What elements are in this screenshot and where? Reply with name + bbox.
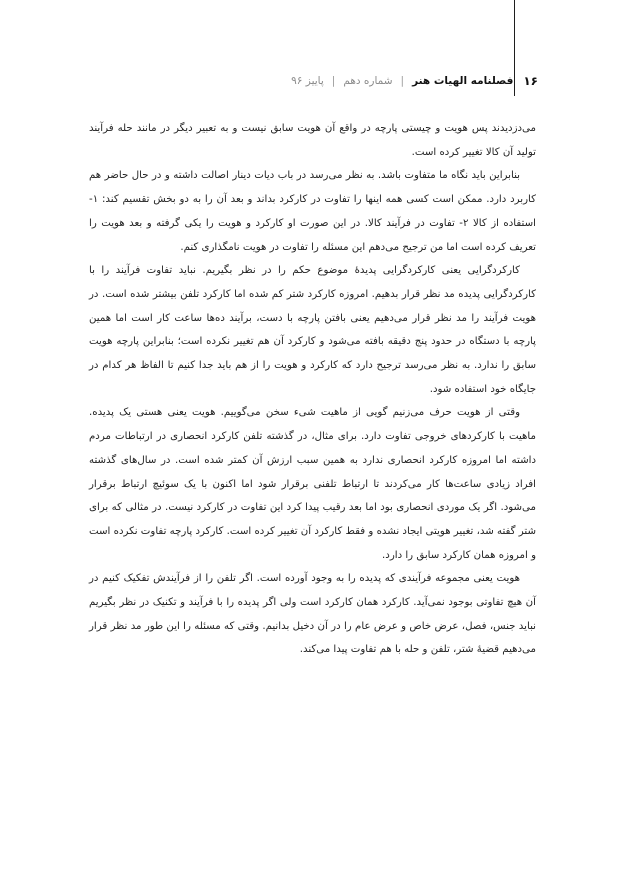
header-separator: |: [331, 75, 336, 87]
issue-season: پاییز ۹۶: [291, 75, 324, 87]
paragraph: کارکردگرایی یعنی کارکردگرایی پدیدهٔ موضوع حکم را در نظر بگیریم. نباید تفاوت فرآیند را با کارکردگرایی پدیده مد نظر قرار بدهیم. امروزه کارکرد شتر کم شده اما کارکرد تلفن بیشتر شده است. در هویت فرآیند را مد نظر قرار می‌دهیم یعنی بافتن پارچه با دست، برآیند ده‌ها ساعت کار است اما همین پارچه با دستگاه در حدود پنج دقیقه بافته می‌شود و کارکرد آن هم تغییر نکرده است؛ بنابراین پارچه هویت سابق را ندارد. به نظر می‌رسد ترجیح دارد که کارکرد و هویت را از هم باید جدا کنیم تا الفاظ هر کدام در جایگاه خود استفاده شود.: [89, 265, 536, 395]
paragraph-continuation: می‌دزدیدند پس هویت و چیستی پارچه در واقع آن هویت سابق نیست و به تعبیر دیگر در مانند حله فرآیند تولید آن کالا تغییر کرده است.: [89, 123, 536, 158]
journal-title: فصلنامه الهیات هنر: [412, 75, 514, 87]
header-separator: |: [400, 75, 405, 87]
running-header: [288, 70, 538, 92]
article-body: [89, 117, 536, 662]
paragraph: هویت یعنی مجموعه فرآیندی که پدیده را به وجود آورده است. اگر تلفن را از فرآیندش تفکیک کنیم در آن هیچ تفاوتی بوجود نمی‌آید. کارکرد همان کارکرد است ولی اگر پدیده را با فرآیند و تکنیک در نظر بگیریم نباید جنس، فصل، عرض خاص و عرض عام را در آن دخیل بدانیم. وقتی که مسئله را این طور مد نظر قرار می‌دهیم قضیهٔ شتر، تلفن و حله با هم تفاوت پیدا می‌کند.: [89, 573, 536, 656]
paragraph: بنابراین باید نگاه ما متفاوت باشد. به نظر می‌رسد در باب دیات دینار اصالت داشته و در حال حاضر هم کاربرد دارد. ممکن است کسی همه اینها را تفاوت در کارکرد بداند و بعد آن را به دو بخش تقسیم کند: ۱- استفاده از کالا ۲- تفاوت در فرآیند کالا. در این صورت او کارکرد و هویت را یکی گرفته و بعد هویت را تعریف کرده است اما من ترجیح می‌دهم این مسئله را تفاوت در هویت نامگذاری کنم.: [89, 170, 536, 253]
paragraph: وقتی از هویت حرف می‌زنیم گویی از ماهیت شیء سخن می‌گوییم. هویت یعنی هستی یک پدیده. ماهیت با کارکردهای خروجی تفاوت دارد. برای مثال، در گذشته تلفن کارکرد انحصاری در ارتباطات مردم داشته اما امروزه کارکرد انحصاری ندارد به همین سبب ارزش آن کمتر شده است. در سال‌های گذشته افراد زیادی ساعت‌ها کار می‌کردند تا ارتباط تلفنی برقرار شود اما اکنون با یک سوئیچ ارتباط برقرار می‌شود. اگر یک موردی انحصاری بود اما بعد رقیب پیدا کرد این تفاوت در کارکرد نیست. در مثالی که برای شتر گفته شد، تغییر هویتی ایجاد نشده و فقط کارکرد آن تغییر کرده است. کارکرد پارچه تفاوت نکرده است و امروزه همان کارکرد سابق را دارد.: [89, 407, 536, 561]
page-number: ۱۶: [523, 74, 538, 88]
issue-number: شماره دهم: [343, 75, 393, 87]
